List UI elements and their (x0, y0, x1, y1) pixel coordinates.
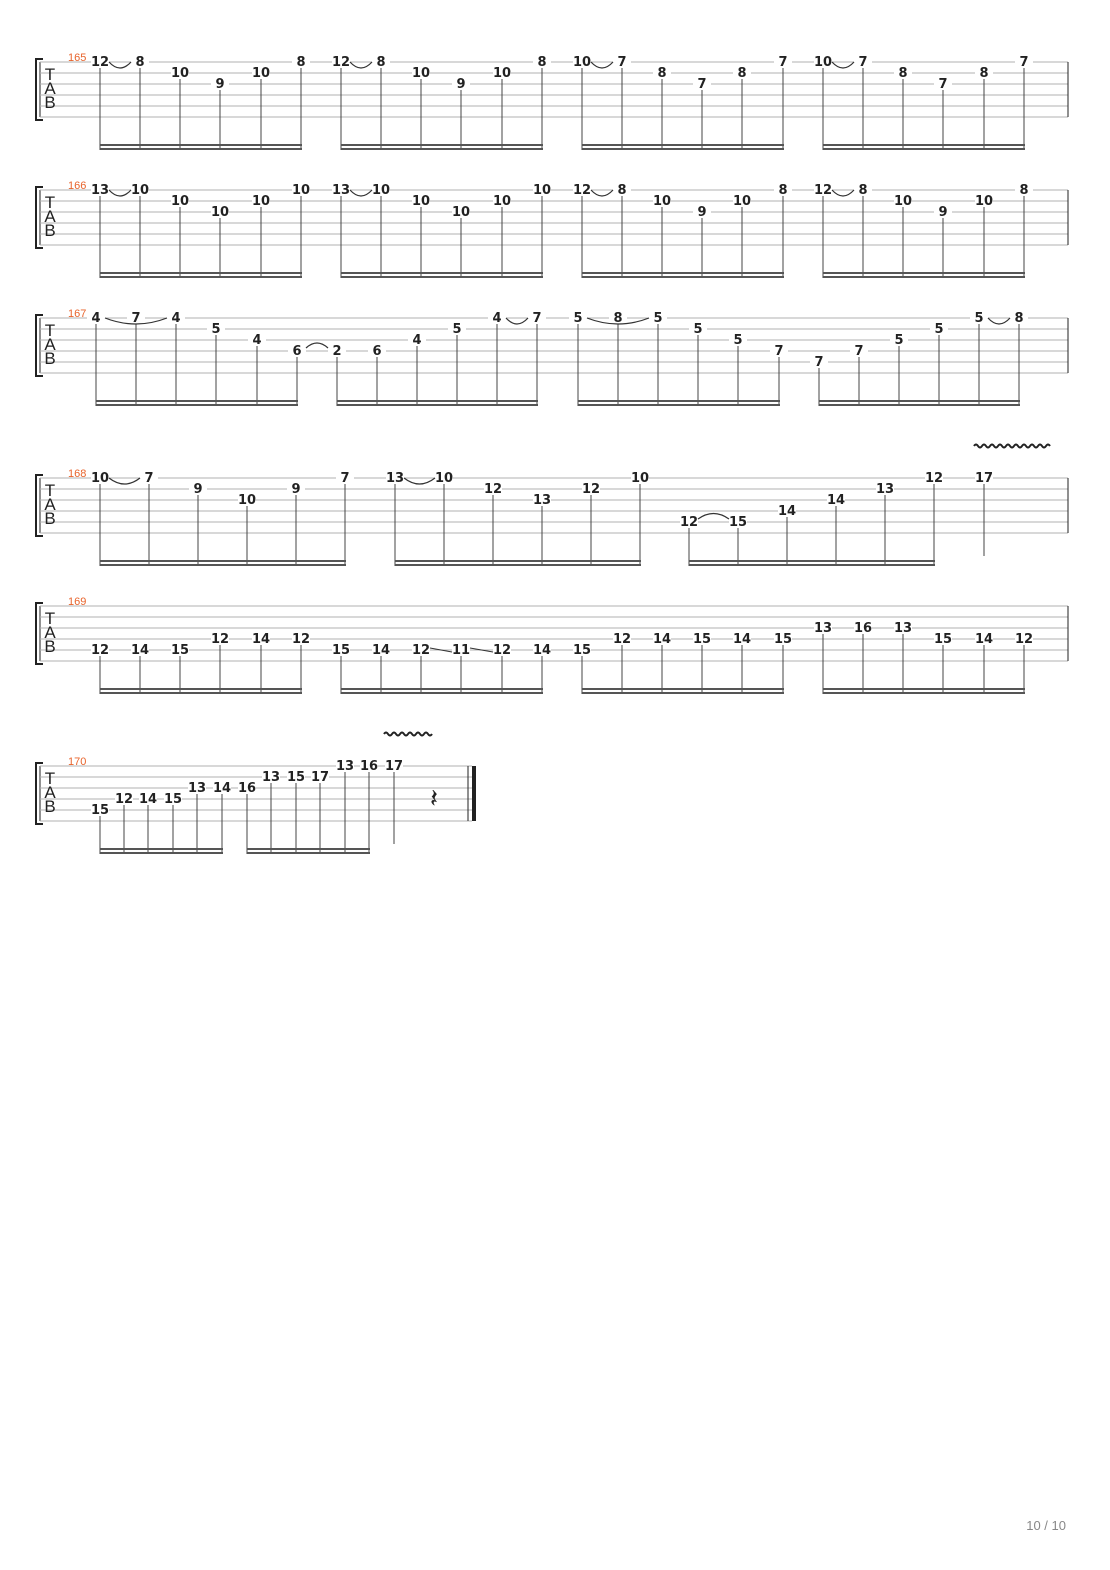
fret-number: 10 (90, 471, 110, 486)
fret-number: 2 (332, 344, 342, 359)
slur (988, 318, 1010, 324)
fret-number: 8 (537, 55, 547, 70)
measure-number: 169 (68, 596, 87, 608)
beam (582, 692, 784, 694)
fret-number: 12 (1014, 632, 1034, 647)
fret-number: 12 (114, 792, 134, 807)
beam (96, 400, 298, 402)
fret-number: 10 (572, 55, 592, 70)
beam (819, 400, 1020, 402)
fret-number: 10 (130, 183, 150, 198)
fret-number: 9 (215, 77, 225, 92)
fret-number: 7 (532, 311, 542, 326)
slur (698, 514, 729, 520)
fret-number: 10 (237, 493, 257, 508)
page-number: 10 / 10 (1026, 1518, 1066, 1533)
measure-number: 166 (68, 180, 87, 192)
fret-number: 4 (91, 311, 101, 326)
beam (582, 272, 784, 274)
slur (350, 62, 372, 68)
fret-number: 12 (813, 183, 833, 198)
fret-number: 4 (171, 311, 181, 326)
slur (832, 62, 854, 68)
fret-number: 15 (331, 643, 351, 658)
fret-number: 9 (291, 482, 301, 497)
fret-number: 15 (933, 632, 953, 647)
measure-number: 168 (68, 468, 87, 480)
fret-number: 10 (411, 194, 431, 209)
fret-number: 7 (144, 471, 154, 486)
fret-number: 15 (773, 632, 793, 647)
fret-number: 8 (296, 55, 306, 70)
beam (823, 272, 1025, 274)
beam (341, 276, 543, 278)
fret-number: 7 (774, 344, 784, 359)
tab-clef-letter: T (44, 769, 56, 788)
beam (100, 852, 223, 854)
fret-number: 16 (853, 621, 873, 636)
fret-number: 17 (974, 471, 994, 486)
fret-number: 8 (613, 311, 623, 326)
fret-number: 7 (854, 344, 864, 359)
slur (109, 478, 140, 484)
tab-clef-letter: A (44, 623, 56, 642)
fret-number: 13 (813, 621, 833, 636)
fret-number: 5 (974, 311, 984, 326)
beam (823, 692, 1025, 694)
fret-number: 8 (737, 66, 747, 81)
fret-number: 7 (814, 355, 824, 370)
fret-number: 8 (1014, 311, 1024, 326)
beam (582, 688, 784, 690)
fret-number: 12 (331, 55, 351, 70)
fret-number: 6 (372, 344, 382, 359)
fret-number: 13 (261, 770, 281, 785)
fret-number: 7 (617, 55, 627, 70)
beam (337, 404, 538, 406)
vibrato-mark (384, 733, 432, 736)
fret-number: 15 (90, 803, 110, 818)
fret-number: 12 (924, 471, 944, 486)
beam (100, 688, 302, 690)
fret-number: 12 (483, 482, 503, 497)
fret-number: 8 (858, 183, 868, 198)
fret-number: 10 (411, 66, 431, 81)
tab-clef-letter: A (44, 495, 56, 514)
fret-number: 13 (875, 482, 895, 497)
fret-number: 10 (813, 55, 833, 70)
fret-number: 9 (938, 205, 948, 220)
fret-number: 4 (412, 333, 422, 348)
slur (832, 190, 854, 196)
fret-number: 14 (532, 643, 552, 658)
beam (100, 276, 302, 278)
fret-number: 6 (292, 344, 302, 359)
beam (100, 148, 302, 150)
fret-number: 10 (434, 471, 454, 486)
fret-number: 7 (697, 77, 707, 92)
fret-number: 9 (697, 205, 707, 220)
fret-number: 15 (572, 643, 592, 658)
fret-number: 12 (679, 515, 699, 530)
fret-number: 14 (138, 792, 158, 807)
fret-number: 8 (898, 66, 908, 81)
beam (689, 564, 935, 566)
fret-number: 10 (974, 194, 994, 209)
tab-clef-letter: T (44, 609, 56, 628)
beam (337, 400, 538, 402)
beam (395, 564, 641, 566)
tab-clef-letter: T (44, 65, 56, 84)
fret-number: 4 (492, 311, 502, 326)
fret-number: 10 (451, 205, 471, 220)
final-barline-thick (472, 766, 476, 821)
fret-number: 12 (581, 482, 601, 497)
beam (100, 848, 223, 850)
fret-number: 9 (193, 482, 203, 497)
slur (306, 343, 328, 348)
beam (100, 144, 302, 146)
slur (109, 190, 131, 196)
beam (823, 148, 1025, 150)
beam (578, 400, 780, 402)
beam (341, 692, 543, 694)
fret-number: 5 (573, 311, 583, 326)
fret-number: 14 (371, 643, 391, 658)
slur (404, 478, 435, 484)
measure-number: 170 (68, 756, 87, 768)
fret-number: 14 (974, 632, 994, 647)
fret-number: 10 (170, 194, 190, 209)
beam (823, 276, 1025, 278)
beam (341, 688, 543, 690)
fret-number: 15 (728, 515, 748, 530)
fret-number: 15 (163, 792, 183, 807)
fret-number: 5 (452, 322, 462, 337)
beam (819, 404, 1020, 406)
fret-number: 10 (893, 194, 913, 209)
fret-number: 7 (858, 55, 868, 70)
fret-number: 7 (938, 77, 948, 92)
fret-number: 12 (572, 183, 592, 198)
fret-number: 10 (532, 183, 552, 198)
fret-number: 8 (979, 66, 989, 81)
fret-number: 7 (778, 55, 788, 70)
beam (100, 692, 302, 694)
fret-number: 10 (492, 66, 512, 81)
fret-number: 8 (778, 183, 788, 198)
fret-number: 14 (251, 632, 271, 647)
fret-number: 17 (310, 770, 330, 785)
beam (582, 144, 784, 146)
tab-clef-letter: A (44, 335, 56, 354)
fret-number: 14 (130, 643, 150, 658)
vibrato-mark (974, 445, 1050, 448)
fret-number: 7 (340, 471, 350, 486)
beam (100, 564, 346, 566)
fret-number: 10 (210, 205, 230, 220)
fret-number: 12 (492, 643, 512, 658)
fret-number: 10 (170, 66, 190, 81)
beam (247, 848, 370, 850)
fret-number: 8 (617, 183, 627, 198)
fret-number: 7 (131, 311, 141, 326)
fret-number: 5 (693, 322, 703, 337)
fret-number: 11 (451, 643, 471, 658)
beam (100, 560, 346, 562)
fret-number: 10 (371, 183, 391, 198)
tab-clef-letter: B (44, 509, 56, 528)
fret-number: 10 (732, 194, 752, 209)
fret-number: 12 (90, 643, 110, 658)
slur (591, 62, 613, 68)
tab-clef-letter: B (44, 93, 56, 112)
fret-number: 13 (331, 183, 351, 198)
tab-clef-letter: T (44, 481, 56, 500)
fret-number: 17 (384, 759, 404, 774)
beam (341, 272, 543, 274)
slur (109, 62, 131, 68)
tab-clef-letter: T (44, 321, 56, 340)
beam (689, 560, 935, 562)
fret-number: 13 (893, 621, 913, 636)
fret-number: 8 (376, 55, 386, 70)
slur (591, 190, 613, 196)
fret-number: 10 (251, 66, 271, 81)
fret-number: 8 (1019, 183, 1029, 198)
fret-number: 13 (335, 759, 355, 774)
fret-number: 12 (210, 632, 230, 647)
beam (578, 404, 780, 406)
fret-number: 14 (732, 632, 752, 647)
fret-number: 14 (777, 504, 797, 519)
beam (395, 560, 641, 562)
tab-clef-letter: A (44, 783, 56, 802)
fret-number: 14 (212, 781, 232, 796)
fret-number: 15 (170, 643, 190, 658)
slur (506, 318, 528, 324)
fret-number: 10 (251, 194, 271, 209)
beam (341, 144, 543, 146)
tab-clef-letter: A (44, 207, 56, 226)
tab-clef-letter: B (44, 797, 56, 816)
fret-number: 14 (826, 493, 846, 508)
fret-number: 10 (291, 183, 311, 198)
fret-number: 5 (211, 322, 221, 337)
fret-number: 12 (411, 643, 431, 658)
fret-number: 16 (359, 759, 379, 774)
fret-number: 5 (733, 333, 743, 348)
slur (350, 190, 372, 196)
fret-number: 15 (286, 770, 306, 785)
fret-number: 12 (612, 632, 632, 647)
tab-clef-letter: B (44, 221, 56, 240)
fret-number: 13 (90, 183, 110, 198)
beam (100, 272, 302, 274)
fret-number: 16 (237, 781, 257, 796)
tab-clef-letter: T (44, 193, 56, 212)
fret-number: 4 (252, 333, 262, 348)
fret-number: 5 (934, 322, 944, 337)
beam (341, 148, 543, 150)
fret-number: 13 (187, 781, 207, 796)
fret-number: 8 (657, 66, 667, 81)
fret-number: 8 (135, 55, 145, 70)
tab-clef-letter: B (44, 349, 56, 368)
fret-number: 7 (1019, 55, 1029, 70)
fret-number: 5 (653, 311, 663, 326)
fret-number: 10 (630, 471, 650, 486)
fret-number: 15 (692, 632, 712, 647)
fret-number: 13 (385, 471, 405, 486)
fret-number: 9 (456, 77, 466, 92)
beam (582, 276, 784, 278)
beam (582, 148, 784, 150)
measure-number: 167 (68, 308, 87, 320)
beam (247, 852, 370, 854)
fret-number: 13 (532, 493, 552, 508)
fret-number: 10 (652, 194, 672, 209)
fret-number: 10 (492, 194, 512, 209)
tab-clef-letter: A (44, 79, 56, 98)
beam (823, 688, 1025, 690)
fret-number: 12 (90, 55, 110, 70)
measure-number: 165 (68, 52, 87, 64)
tab-clef-letter: B (44, 637, 56, 656)
fret-number: 5 (894, 333, 904, 348)
beam (96, 404, 298, 406)
quarter-rest: 𝄽 (430, 784, 438, 814)
fret-number: 12 (291, 632, 311, 647)
beam (823, 144, 1025, 146)
fret-number: 14 (652, 632, 672, 647)
